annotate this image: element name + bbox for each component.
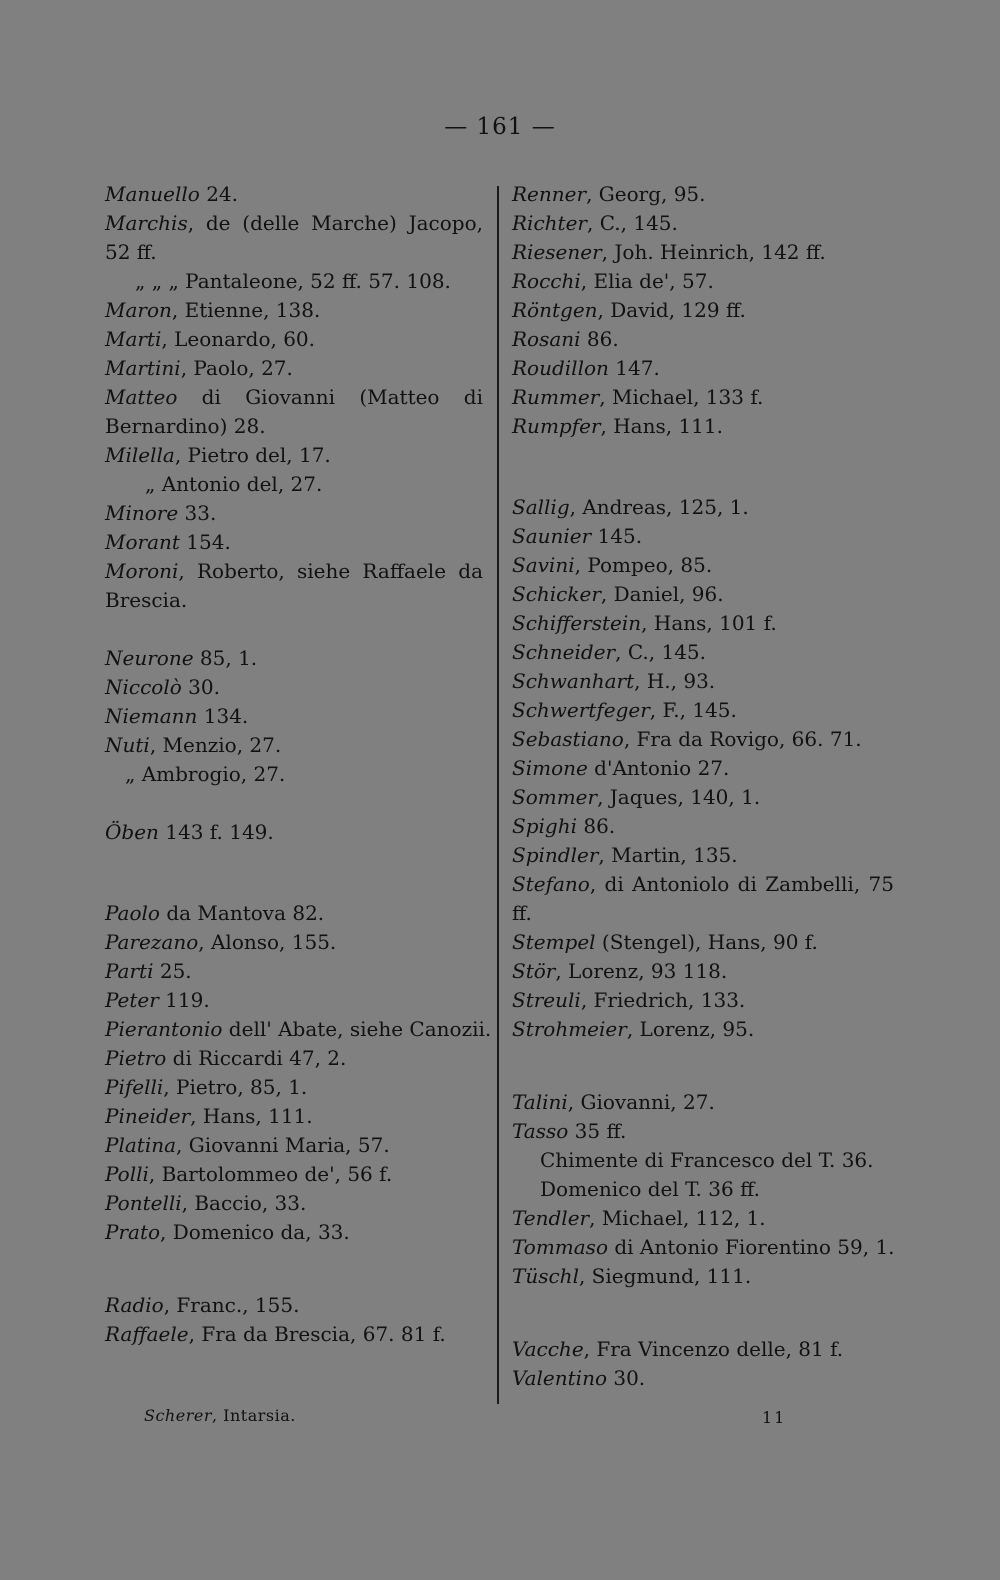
index-entry: Simone d'Antonio 27. [512, 756, 730, 780]
index-entry: Spindler, Martin, 135. [512, 843, 738, 867]
index-entry: Sallig, Andreas, 125, 1. [512, 495, 749, 519]
index-entry: Neurone 85, 1. [105, 646, 258, 670]
index-entry: Schicker, Daniel, 96. [512, 582, 724, 606]
index-entry: Rumpfer, Hans, 111. [512, 414, 723, 438]
index-entry: Stör, Lorenz, 93 118. [512, 959, 728, 983]
index-entry: Manuello 24. [105, 182, 239, 206]
index-entry: Radio, Franc., 155. [105, 1293, 300, 1317]
index-entry: Stefano, di Antoniolo di Zambelli, 75 ff. [512, 872, 894, 925]
index-entry: Rummer, Michael, 133 f. [512, 385, 764, 409]
index-entry: Saunier 145. [512, 524, 643, 548]
index-entry: Spighi 86. [512, 814, 616, 838]
index-entry: Nuti, Menzio, 27. [105, 733, 282, 757]
footer-sheet-number: 11 [762, 1408, 787, 1427]
index-entry: Raffaele, Fra da Brescia, 67. 81 f. [105, 1322, 446, 1346]
index-entry: Pierantonio dell' Abate, siehe Canozii. [105, 1017, 492, 1041]
index-entry: Talini, Giovanni, 27. [512, 1090, 715, 1114]
index-entry: Domenico del T. 36 ff. [540, 1177, 760, 1201]
index-entry: Matteo di Giovanni (Matteo di Bernardino) 28. [105, 385, 483, 438]
index-entry: Niccolò 30. [105, 675, 220, 699]
index-entry: „ Ambrogio, 27. [125, 762, 286, 786]
index-entry: Pifelli, Pietro, 85, 1. [105, 1075, 308, 1099]
index-entry: Vacche, Fra Vincenzo delle, 81 f. [512, 1337, 844, 1361]
index-entry: Schifferstein, Hans, 101 f. [512, 611, 777, 635]
index-entry: Richter, C., 145. [512, 211, 678, 235]
index-entry: Tüschl, Siegmund, 111. [512, 1264, 752, 1288]
index-entry: Öben 143 f. 149. [105, 820, 274, 844]
index-entry: „ „ „ Pantaleone, 52 ff. 57. 108. [135, 269, 451, 293]
index-entry: Sebastiano, Fra da Rovigo, 66. 71. [512, 727, 862, 751]
index-entry: Roudillon 147. [512, 356, 660, 380]
index-entry: Röntgen, David, 129 ff. [512, 298, 746, 322]
index-entry: Paolo da Mantova 82. [105, 901, 325, 925]
index-entry: Schneider, C., 145. [512, 640, 707, 664]
index-entry: Marchis, de (delle Marche) Jacopo, 52 ff. [105, 211, 483, 264]
index-entry: Moroni, Roberto, siehe Raffaele da Brescia. [105, 559, 483, 612]
column-divider [497, 186, 499, 1404]
index-entry: Rosani 86. [512, 327, 619, 351]
index-entry: Valentino 30. [512, 1366, 646, 1390]
index-entry: Prato, Domenico da, 33. [105, 1220, 350, 1244]
index-entry: Martini, Paolo, 27. [105, 356, 293, 380]
index-entry: Riesener, Joh. Heinrich, 142 ff. [512, 240, 826, 264]
index-entry: Peter 119. [105, 988, 210, 1012]
index-entry: Sommer, Jaques, 140, 1. [512, 785, 761, 809]
index-entry: Schwanhart, H., 93. [512, 669, 716, 693]
index-entry: Marti, Leonardo, 60. [105, 327, 316, 351]
index-entry: Minore 33. [105, 501, 217, 525]
index-entry: Savini, Pompeo, 85. [512, 553, 713, 577]
index-entry: Strohmeier, Lorenz, 95. [512, 1017, 755, 1041]
index-entry: Renner, Georg, 95. [512, 182, 706, 206]
index-entry: Milella, Pietro del, 17. [105, 443, 331, 467]
index-entry: Parti 25. [105, 959, 192, 983]
index-entry: Tommaso di Antonio Fiorentino 59, 1. [512, 1235, 895, 1259]
index-entry: Niemann 134. [105, 704, 249, 728]
index-entry: Polli, Bartolommeo de', 56 f. [105, 1162, 393, 1186]
index-entry: Tasso 35 ff. [512, 1119, 627, 1143]
index-entry: Pontelli, Baccio, 33. [105, 1191, 307, 1215]
index-entry: Maron, Etienne, 138. [105, 298, 321, 322]
page-header: — 161 — [444, 114, 556, 140]
right-column [512, 180, 894, 1393]
index-entry: Streuli, Friedrich, 133. [512, 988, 746, 1012]
index-entry: Morant 154. [105, 530, 231, 554]
index-entry: Platina, Giovanni Maria, 57. [105, 1133, 390, 1157]
index-entry: Schwertfeger, F., 145. [512, 698, 737, 722]
index-entry: Rocchi, Elia de', 57. [512, 269, 714, 293]
index-entry: Chimente di Francesco del T. 36. [540, 1148, 874, 1172]
footer-signature: Scherer, Intarsia. [144, 1406, 296, 1425]
index-entry: Stempel (Stengel), Hans, 90 f. [512, 930, 818, 954]
index-entry: „ Antonio del, 27. [145, 472, 323, 496]
left-column [105, 180, 492, 1349]
index-entry: Tendler, Michael, 112, 1. [512, 1206, 766, 1230]
index-entry: Pineider, Hans, 111. [105, 1104, 313, 1128]
index-entry: Parezano, Alonso, 155. [105, 930, 337, 954]
index-entry: Pietro di Riccardi 47, 2. [105, 1046, 347, 1070]
